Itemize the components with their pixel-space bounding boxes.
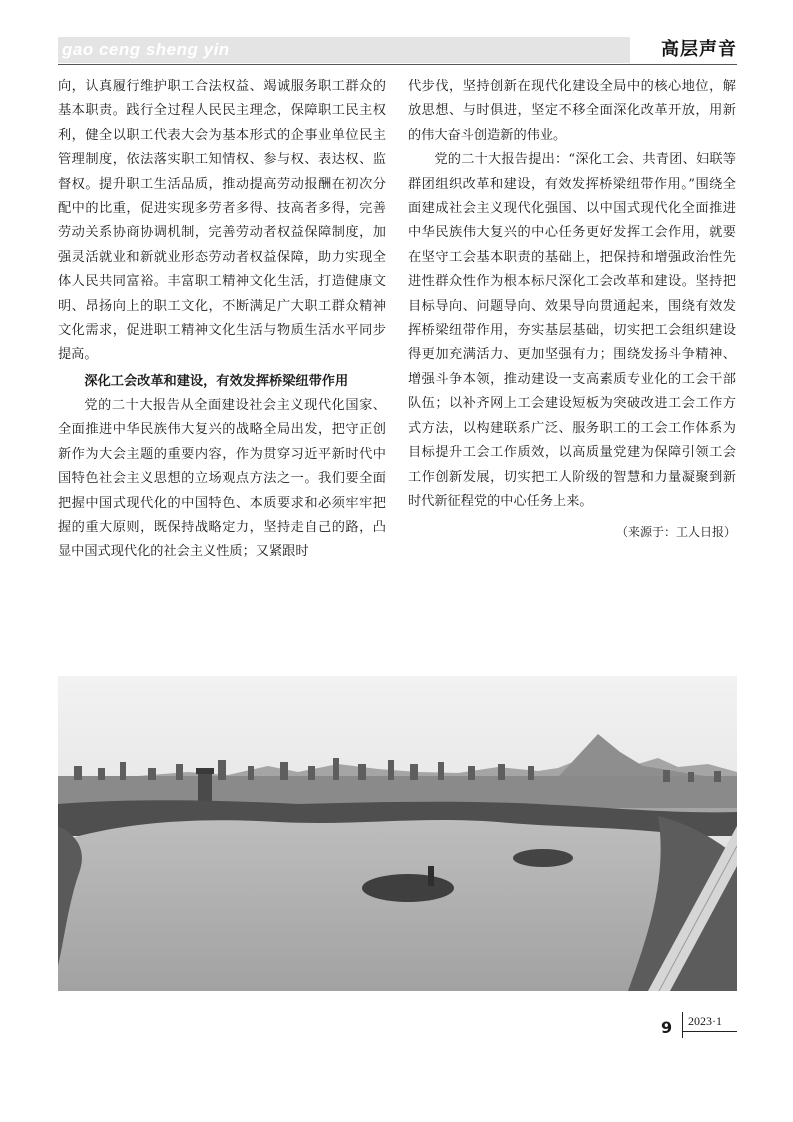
footer-divider bbox=[682, 1012, 683, 1038]
right-column bbox=[408, 75, 736, 544]
issue-number: 2023·1 bbox=[688, 1014, 722, 1028]
right-paragraph-2: 党的二十大报告提出：“深化工会、共青团、妇联等群团组织改革和建设，有效发挥桥梁纽带作用。”围绕全面建成社会主义现代化强国、以中国式现代化全面推进中华民族伟大复兴的中心任务更好发挥工会作用，就要在坚守工会基本职责的基础上，把保持和增强政治性先进性群众性作为根本标尺深化工会改革和建设。坚持把目标导向、问题导向、效果导向贯通起来，围绕有效发挥桥梁纽带作用，夯实基层基础，切实把工会组织建设得更加充满活力、更加坚强有力；围绕发扬斗争精神、增强斗争本领，推动建设一支高素质专业化的工会干部队伍；以补齐网上工会建设短板为突破改进工会工作方式方法，以构建联系广泛、服务职工的工会工作体系为目标提升工会工作质效，以高质量党建为保障引领工会工作创新发展，切实把工人阶级的智慧和力量凝聚到新时代新征程党的中心任务上来。 bbox=[408, 152, 736, 509]
header-brand: gao ceng sheng yin bbox=[62, 40, 230, 59]
tower-top bbox=[196, 768, 214, 774]
source-credit: （来源于：工人日报） bbox=[615, 525, 736, 540]
footer-rule bbox=[682, 1031, 737, 1032]
pagoda bbox=[428, 866, 434, 886]
island-right bbox=[513, 849, 573, 867]
left-paragraph-1: 向，认真履行维护职工合法权益、竭诚服务职工群众的基本职责。践行全过程人民民主理念，保障职工民主权利，健全以职工代表大会为基本形式的企事业单位民主管理制度，依法落实职工知情权、参与权、表达权、监督权。提升职工生活品质，推动提高劳动报酬在初次分配中的比重，促进实现多劳者多得、技高者多得，完善劳动关系协商协调机制，完善劳动者权益保障制度，加强灵活就业和新就业形态劳动者权益保障，助力实现全体人民共同富裕。丰富职工精神文化生活，打造健康文明、昂扬向上的职工文化，不断满足广大职工群众精神文化需求，促进职工精神文化生活与物质生活水平同步提高。 bbox=[58, 79, 386, 363]
island-pagoda bbox=[362, 874, 454, 902]
lake bbox=[58, 820, 698, 991]
section-heading: 深化工会改革和建设，有效发挥桥梁纽带作用 bbox=[84, 373, 349, 389]
header-divider bbox=[58, 64, 737, 65]
page-header bbox=[58, 37, 737, 67]
column-title: 高层声音 bbox=[661, 39, 737, 60]
page-number: 9 bbox=[661, 1018, 673, 1037]
header-band bbox=[58, 37, 630, 63]
lake-city-photo bbox=[58, 676, 737, 991]
left-column bbox=[58, 75, 386, 565]
right-paragraph-1: 代步伐，坚持创新在现代化建设全局中的核心地位，解放思想、与时俱进，坚定不移全面深化改革开放，用新的伟大奋斗创造新的伟业。 bbox=[408, 79, 736, 143]
left-paragraph-2: 党的二十大报告从全面建设社会主义现代化国家、全面推进中华民族伟大复兴的战略全局出发，把守正创新作为大会主题的重要内容，作为贯穿习近平新时代中国特色社会主义思想的立场观点方法之一。我们要全面把握中国式现代化的中国特色、本质要求和必须牢牢把握的重大原则，既保持战略定力，坚持走自己的路，凸显中国式现代化的社会主义性质；又紧跟时 bbox=[58, 397, 386, 560]
